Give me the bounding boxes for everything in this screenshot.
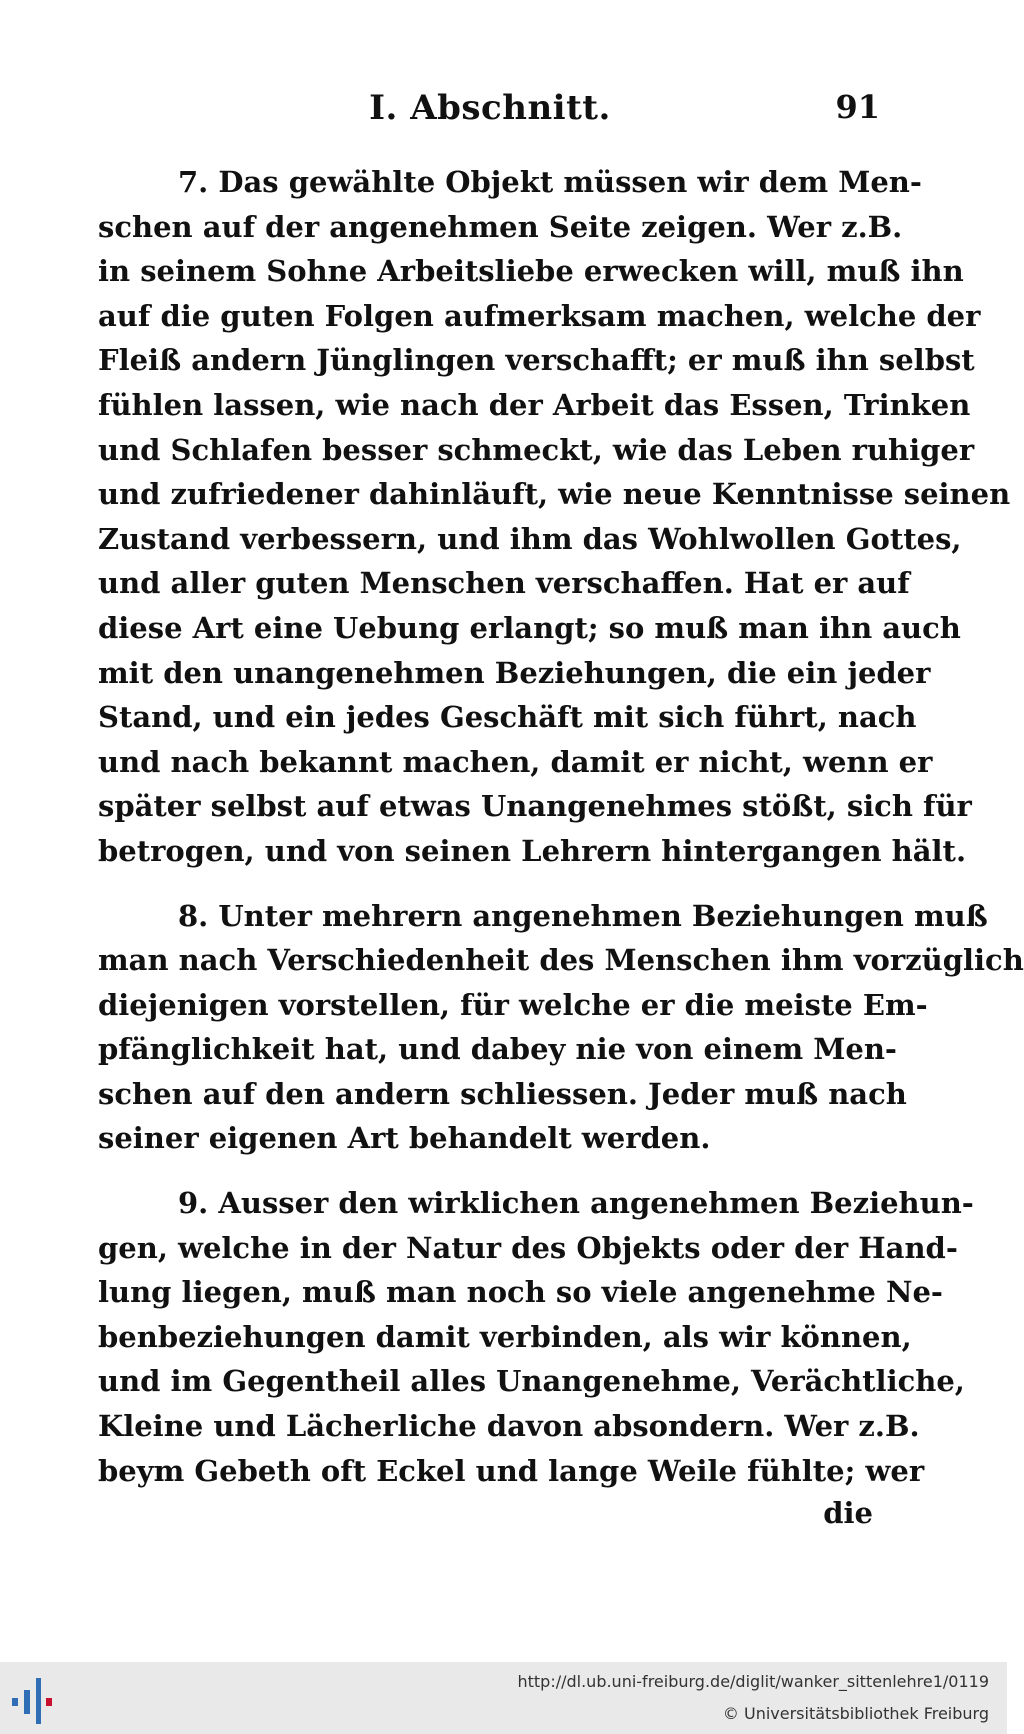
text-line: 7. Das gewählte Objekt müssen wir dem Men- <box>178 165 922 199</box>
section-title: I. Abschnitt. <box>369 88 611 128</box>
logo-bar-mid-right <box>46 1698 52 1706</box>
text-line: man nach Verschiedenheit des Menschen ihm vorzüglich <box>98 943 1024 978</box>
source-url-link[interactable]: http://dl.ub.uni-freiburg.de/diglit/wanker_sittenlehre1/0119 <box>517 1672 989 1691</box>
text-line: diejenigen vorstellen, für welche er die meiste Em- <box>98 987 928 1022</box>
page-number: 91 <box>835 88 880 126</box>
body-text <box>98 160 1024 1533</box>
text-line: in seinem Sohne Arbeitsliebe erwecken will, muß ihn <box>98 254 964 289</box>
text-line: diese Art eine Uebung erlangt; so muß man ihn auch <box>98 610 961 645</box>
text-line: Kleine und Lächerliche davon absondern. Wer z.B. <box>98 1409 920 1444</box>
text-line: und zufriedener dahinläuft, wie neue Kenntnisse seinen <box>98 477 1011 512</box>
text-line: gen, welche in der Natur des Objekts oder der Hand- <box>98 1230 958 1265</box>
logo-bar-mid-left <box>24 1690 30 1714</box>
paragraph-7 <box>98 160 1011 874</box>
text-line: benbeziehungen damit verbinden, als wir können, <box>98 1319 912 1354</box>
text-line: beym Gebeth oft Eckel und lange Weile fühlte; wer <box>98 1453 925 1488</box>
text-line: Stand, und ein jedes Geschäft mit sich führt, nach <box>98 700 917 735</box>
text-line: und Schlafen besser schmeckt, wie das Leben ruhiger <box>98 432 975 467</box>
text-line: mit den unangenehmen Beziehungen, die ein jeder <box>98 655 931 690</box>
text-line: fühlen lassen, wie nach der Arbeit das Essen, Trinken <box>98 387 971 422</box>
text-line: pfänglichkeit hat, und dabey nie von einem Men- <box>98 1032 897 1067</box>
catchword: die <box>823 1496 873 1531</box>
library-logo-icon <box>8 1676 64 1726</box>
text-line: später selbst auf etwas Unangenehmes stößt, sich für <box>98 789 972 824</box>
text-line: Zustand verbessern, und ihm das Wohlwollen Gottes, <box>98 521 962 556</box>
text-line: und nach bekannt machen, damit er nicht, wenn er <box>98 744 933 779</box>
footer-bar <box>0 1662 1007 1734</box>
text-line: und im Gegentheil alles Unangenehme, Verächtliche, <box>98 1364 965 1399</box>
text-line: Fleiß andern Jünglingen verschafft; er muß ihn selbst <box>98 343 975 378</box>
text-line: auf die guten Folgen aufmerksam machen, welche der <box>98 298 981 333</box>
text-line: schen auf den andern schliessen. Jeder muß nach <box>98 1076 907 1111</box>
copyright-notice: © Universitätsbibliothek Freiburg <box>722 1704 989 1723</box>
text-line: lung liegen, muß man noch so viele angenehme Ne- <box>98 1275 943 1310</box>
text-line: betrogen, und von seinen Lehrern hintergangen hält. <box>98 833 967 868</box>
text-line: 8. Unter mehrern angenehmen Beziehungen muß <box>178 898 988 933</box>
text-line: 9. Ausser den wirklichen angenehmen Beziehun- <box>178 1186 974 1221</box>
paragraph-8 <box>98 894 1024 1162</box>
text-line: und aller guten Menschen verschaffen. Hat er auf <box>98 566 910 601</box>
running-head <box>100 88 880 138</box>
text-line: schen auf der angenehmen Seite zeigen. Wer z.B. <box>98 209 903 244</box>
logo-bar-left <box>12 1698 18 1706</box>
text-line: seiner eigenen Art behandelt werden. <box>98 1121 711 1156</box>
logo-bar-center <box>36 1678 41 1724</box>
paragraph-9 <box>98 1181 974 1533</box>
